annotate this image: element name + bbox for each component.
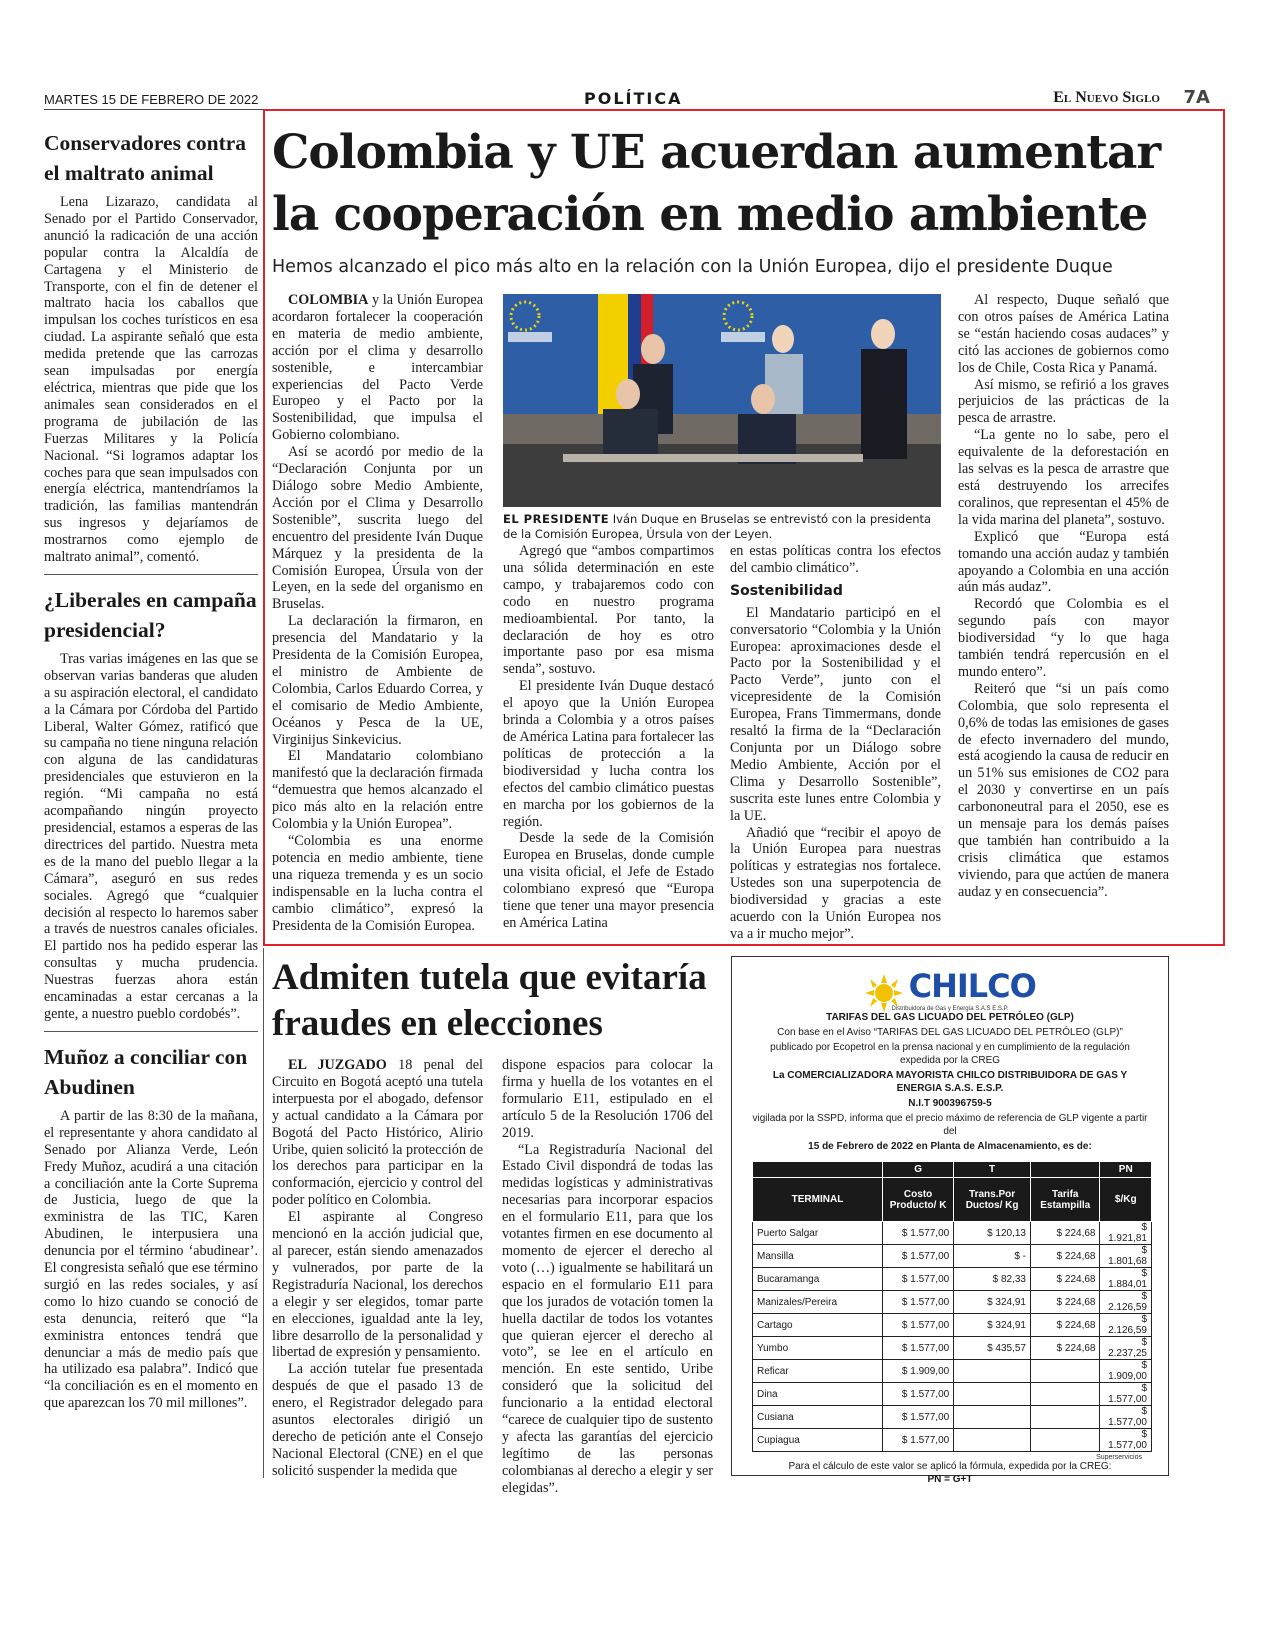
ad-line: Con base en el Aviso “TARIFAS DEL GAS LICUADO DEL PETRÓLEO (GLP)” (777, 1027, 1123, 1038)
brief-paragraph: Lena Lizarazo, candidata al Senado por el Partido Conservador, anunció la radicación de una acción popular contra la Alcaldía de Cartagena y el Ministerio de Transporte, con el fin de detener el maltrato hacia los caballos que impulsan los coches turísticos en esa ciudad. La aspirante señaló que esta medida pretende que las carrozas sean impulsadas por energía eléctrica, mientras que pide que los animales sean considerados en el programa de jubilación de las Fuerzas Militares y la Policía Nacional. “Si logramos adaptar los coches para que sean impulsados con energía eléctrica, mantendríamos la tradición, las familias mantendrán sus ingresos y dejaríamos de mostrarnos como ejemplo de maltrato animal”, comentó. (44, 194, 258, 566)
brief-paragraph: A partir de las 8:30 de la mañana, el representante y ahora candidato al Senado por Alianza Verde, León Fredy Muñoz, acudirá a una citación a conciliación ante la Corte Suprema de Justicia, luego de que la exministra de las TIC, Karen Abudinen, le interpusiera una denuncia por el término ‘abudinear’. El congresista señaló que ese término surgió en las redes sociales, y así como lo hizo cuando se conoció de esta denuncia, reiteró que “la exministra entonces tendrá que denunciar a más de medio país que ha utilizado esa palabra”. Indicó que “la conciliación es en el momento en que aparezcan los 70 mil millones”. (44, 1107, 258, 1412)
photo-illustration (503, 294, 941, 507)
lead-word: EL JUZGADO (288, 1057, 387, 1073)
chilco-advertisement (731, 956, 1169, 1485)
price-cell: $ 1.801,68 (1100, 1245, 1152, 1268)
ad-footer (752, 1460, 1148, 1486)
price-cell: $ 1.577,00 (883, 1291, 954, 1314)
paragraph: La declaración la firmaron, en presencia del Mandatario y la Presidenta de la Comisión Europea, el ministro de Ambiente de Colombia, Carlos Eduardo Correa, y el comisario de Medio Ambiente, Océanos y Pesca de la UE, Virginijus Sinkevicius. (272, 613, 483, 748)
terminal-cell: Mansilla (753, 1245, 883, 1268)
paragraph: El Mandatario participó en el conversatorio “Colombia y la Unión Europea: aproximaciones desde el Pacto por la Sostenibilidad y el Pacto Verde”, junto con el vicepresidente de la Comisión Europea, Frans Timmermans, donde resaltó la firma de la “Declaración Conjunta por un Diálogo sobre Medio Ambiente, Acción por el Clima y Desarrollo Sostenible”, suscrita este lunes entre Colombia y la UE. (730, 604, 941, 824)
price-cell: $ 1.909,00 (1100, 1360, 1152, 1383)
price-cell: $ - (954, 1245, 1031, 1268)
price-cell: $ 1.577,00 (1100, 1406, 1152, 1429)
terminal-cell: Puerto Salgar (753, 1222, 883, 1245)
price-cell: $ 1.577,00 (1100, 1383, 1152, 1406)
main-column-4 (958, 292, 1169, 901)
price-cell: $ 1.577,00 (883, 1314, 954, 1337)
price-cell: $ 224,68 (1031, 1314, 1100, 1337)
price-cell: $ 1.884,01 (1100, 1268, 1152, 1291)
paragraph: Explicó que “Europa está tomando una acción audaz y también apoyando a Colombia en una acción aún más audaz”. (958, 528, 1169, 596)
paragraph: Así se acordó por medio de la “Declaración Conjunta por un Diálogo sobre Medio Ambiente, Acción por el Clima y Desarrollo Sostenible”, suscrita luego del encuentro del presidente Iván Duque Márquez y la presidenta de la Comisión Europea, Úrsula von der Leyen, en la sede del organismo en Bruselas. (272, 444, 483, 613)
column-divider (263, 948, 264, 1478)
price-cell: $ 1.577,00 (883, 1222, 954, 1245)
group-header-cell: G (883, 1162, 954, 1178)
price-cell: $ 1.577,00 (883, 1245, 954, 1268)
price-cell: $ 224,68 (1031, 1222, 1100, 1245)
brief-body (44, 651, 258, 1023)
terminal-cell: Cusiana (753, 1406, 883, 1429)
table-row (753, 1291, 1152, 1314)
table-row (753, 1429, 1152, 1452)
terminal-cell: Yumbo (753, 1337, 883, 1360)
table-row (753, 1383, 1152, 1406)
terminal-cell: Reficar (753, 1360, 883, 1383)
header-cell: Trans.Por Ductos/ Kg (954, 1178, 1031, 1222)
price-cell (1031, 1429, 1100, 1452)
terminal-cell: Cupiagua (753, 1429, 883, 1452)
price-cell (954, 1429, 1031, 1452)
superservicios-logo: Superservicios (1096, 1454, 1142, 1461)
price-cell (1031, 1383, 1100, 1406)
main-subheadline: Hemos alcanzado el pico más alto en la relación con la Unión Europea, dijo el presidente Duque (272, 257, 1113, 277)
price-cell: $ 435,57 (954, 1337, 1031, 1360)
brief-paragraph: Tras varias imágenes en las que se observan varias banderas que aluden a su aspiración electoral, el candidato a la Cámara por Córdoba del Partido Liberal, Walter Gómez, ratificó que su campaña no tiene ninguna relación con alguna de las candidaturas presidenciales que estuvieron en la región. “Mi campaña no está acompañando ningún proyecto presidencial, estamos a esperas de las directrices del partido. Nuestra meta es de la mano del pueblo llegar a la Cámara”, aseguró en sus redes sociales. Agregó que “cualquier decisión al respecto lo haremos saber a través de nuestros canales oficiales. El partido nos ha pedido esperar las consultas y mucha prudencia. Nuestras fuerzas ahora están encaminadas a estar cercanas a la gente, a nuestro pueblo cordobés”. (44, 650, 258, 1022)
price-cell: $ 2.126,59 (1100, 1291, 1152, 1314)
paragraph: El presidente Iván Duque destacó el apoyo que la Unión Europea brinda a Colombia y a otros países de América Latina para fortalecer las políticas de protección a la biodiversidad y lucha contra los efectos del cambio climático puestas en marcha por los gobiernos de la región. (503, 678, 714, 830)
tariff-rows (753, 1222, 1152, 1452)
paragraph: Agregó que “ambos compartimos una sólida determinación en este campo, y trabajaremos codo con codo en nuestro programa medioambiental. Por tanto, la declaración de hoy es otro importante paso por esa misma senda”, sostuvo. (503, 543, 714, 678)
group-header-cell: T (954, 1162, 1031, 1178)
main-column-1 (272, 292, 483, 934)
terminal-cell: Bucaramanga (753, 1268, 883, 1291)
caption-text: Iván Duque en Bruselas se entrevistó con la presidenta de la Comisión Europea, Úrsula von der Leyen. (503, 512, 932, 541)
table-row (753, 1337, 1152, 1360)
section-subhead: Sostenibilidad (730, 582, 843, 599)
brief-title: ¿Liberales en campaña presidencial? (44, 587, 257, 642)
paragraph: “Colombia es una enorme potencia en medio ambiente, tiene una riqueza tremenda y es un socio indispensable en la lucha contra el cambio climático”, expresó la Presidenta de la Comisión Europea. (272, 833, 483, 934)
paragraph: en estas políticas contra los efectos del cambio climático”. (730, 543, 941, 576)
price-cell (954, 1406, 1031, 1429)
paragraph: La acción tutelar fue presentada después de que el pasado 13 de enero, el Registrador delegado para asuntos electorales dirigió un derecho de petición ante el Consejo Nacional Electoral (CNE) en el que solicitó suspender la medida que (272, 1361, 483, 1479)
ad-line: 15 de Febrero de 2022 en Planta de Almacenamiento, es de: (808, 1141, 1092, 1152)
paragraph: El aspirante al Congreso mencionó en la acción judicial que, al parecer, están siendo amenazados y vulnerados, por parte de la Registraduría Nacional, los derechos a elegir y ser elegidos, tomar parte en elecciones, igualdad ante la ley, libre desarrollo de la personalidad y libertad de expresión y pensamiento. (272, 1209, 483, 1361)
briefs-column (44, 128, 258, 1430)
price-cell: $ 324,91 (954, 1314, 1031, 1337)
group-header-cell (753, 1162, 883, 1178)
paragraph: dispone espacios para colocar la firma y huella de los votantes en el formulario E11, estipulado en el artículo 5 de la Resolución 1706 del 2019. (502, 1057, 713, 1141)
table-group-header (753, 1162, 1152, 1178)
second-column-1 (272, 1057, 483, 1480)
table-header (753, 1178, 1152, 1222)
page-header (44, 88, 1220, 110)
main-column-2 (503, 543, 714, 932)
paragraph-text: 18 penal del Circuito en Bogotá aceptó una tutela interpuesta por el abogado, defensor y actual candidato a la Cámara por Bogotá del Pacto Histórico, Alirio Uribe, quien solicitó la protección de los derechos para participar en la conformación, ejercicio y control del poder político en Colombia. (272, 1057, 483, 1209)
price-cell (1031, 1406, 1100, 1429)
second-headline: Admiten tutela que evitaría fraudes en elecciones (272, 957, 707, 1044)
terminal-cell: Manizales/Pereira (753, 1291, 883, 1314)
tariff-table (752, 1161, 1152, 1452)
terminal-cell: Dina (753, 1383, 883, 1406)
paragraph-text: y la Unión Europea acordaron fortalecer la cooperación en materia de medio ambiente, acción por el clima y desarrollo sostenible, e intercambiar experiencias del Pacto Verde Europeo y el Pacto por la Sostenibilidad, que impulsa el Gobierno colombiano. (272, 292, 483, 444)
paragraph: Reiteró que “si un país como Colombia, que solo representa el 0,6% de todas las emisiones de gases de efecto invernadero del mundo, está acogiendo la causa de reducir en un 51% sus emisiones de CO2 para el 2030 y convertirse en un país carbononeutral para el 2050, ese es un mensaje para los demás países que también han contribuido a la crisis climática que estamos viviendo, para que actúen de manera audaz y en consecuencia”. (958, 680, 1169, 900)
footer-text: Para el cálculo de este valor se aplicó la fórmula, expedida por la CREG: (788, 1461, 1112, 1472)
brand-tagline: Distribuidora de Gas y Energía S.A.S E.S.P. (891, 1005, 1009, 1012)
price-cell: $ 224,68 (1031, 1268, 1100, 1291)
price-cell: $ 1.577,00 (883, 1429, 954, 1452)
second-column-2 (502, 1057, 713, 1497)
price-cell: $ 2.237,25 (1100, 1337, 1152, 1360)
table-row (753, 1314, 1152, 1337)
group-header-cell: PN (1100, 1162, 1152, 1178)
header-cell: TERMINAL (753, 1178, 883, 1222)
caption-lead: EL PRESIDENTE (503, 512, 610, 526)
brief-article (44, 1042, 258, 1420)
paragraph: Recordó que Colombia es el segundo país con mayor biodiversidad “y lo que haga también tendrá repercusión en el mundo entero”. (958, 596, 1169, 680)
section-title: POLÍTICA (584, 89, 683, 108)
newspaper-name: El Nuevo Siglo (1053, 89, 1160, 106)
paragraph: Al respecto, Duque señaló que con otros países de América Latina se “están haciendo cosas audaces” y citó las acciones de gobiernos como los de Chile, Costa Rica y Panamá. (958, 292, 1169, 376)
formula: PN = G+T (927, 1474, 973, 1485)
photo-caption (503, 512, 941, 542)
price-cell: $ 1.577,00 (883, 1268, 954, 1291)
brief-article (44, 128, 258, 575)
brief-body (44, 1108, 258, 1412)
ad-line: La COMERCIALIZADORA MAYORISTA CHILCO DISTRIBUIDORA DE GAS Y ENERGIA S.A.S. E.S.P. (772, 1070, 1128, 1094)
price-cell: $ 1.921,81 (1100, 1222, 1152, 1245)
paragraph: “La gente no lo sabe, pero el equivalente de la deforestación en las selvas es la pesca de arrastre que está destruyendo los arrecifes coralinos, que representan el 45% de la vida marina del planeta”, sostuvo. (958, 427, 1169, 528)
table-row (753, 1406, 1152, 1429)
ad-line: publicado por Ecopetrol en la prensa nacional y en cumplimiento de la regulación expedida por la CREG (770, 1042, 1130, 1066)
brief-title: Muñoz a conciliar con Abudinen (44, 1044, 248, 1099)
chilco-logo (752, 967, 1148, 1012)
terminal-cell: Cartago (753, 1314, 883, 1337)
price-cell: $ 1.577,00 (883, 1337, 954, 1360)
paragraph: Así mismo, se refirió a los graves perjuicios de las prácticas de la pesca de arrastre. (958, 376, 1169, 427)
price-cell: $ 224,68 (1031, 1291, 1100, 1314)
lead-word: COLOMBIA (288, 292, 369, 308)
price-cell: $ 224,68 (1031, 1245, 1100, 1268)
ad-line: vigilada por la SSPD, informa que el precio máximo de referencia de GLP vigente a partir del (752, 1113, 1148, 1137)
main-headline: Colombia y UE acuerdan aumentar la cooperación en medio ambiente (272, 125, 1161, 242)
brief-body (44, 194, 258, 566)
page-number: 7A (1183, 87, 1210, 108)
table-row (753, 1245, 1152, 1268)
paragraph: El Mandatario colombiano manifestó que la declaración firmada “demuestra que hemos alcanzado el pico más alto en la relación entre Colombia y la Unión Europea”. (272, 748, 483, 833)
table-row (753, 1268, 1152, 1291)
price-cell: $ 1.909,00 (883, 1360, 954, 1383)
brief-article (44, 585, 258, 1032)
article-photo (503, 294, 941, 507)
header-cell: Tarifa Estampilla (1031, 1178, 1100, 1222)
header-cell: $/Kg (1100, 1178, 1152, 1222)
price-cell (1031, 1360, 1100, 1383)
issue-date: MARTES 15 DE FEBRERO DE 2022 (44, 92, 259, 107)
table-row (753, 1222, 1152, 1245)
paragraph: Desde la sede de la Comisión Europea en Bruselas, donde cumple una visita oficial, el Jefe de Estado colombiano expresó que “Europa tiene que tener una mayor presencia en América Latina (503, 830, 714, 931)
price-cell: $ 1.577,00 (883, 1383, 954, 1406)
price-cell (954, 1360, 1031, 1383)
price-cell (954, 1383, 1031, 1406)
brief-title: Conservadores contra el maltrato animal (44, 131, 247, 185)
header-cell: Costo Producto/ K (883, 1178, 954, 1222)
ad-nit: N.I.T 900396759-5 (908, 1098, 992, 1109)
price-cell: $ 324,91 (954, 1291, 1031, 1314)
price-cell: $ 82,33 (954, 1268, 1031, 1291)
price-cell: $ 1.577,00 (1100, 1429, 1152, 1452)
price-cell: $ 1.577,00 (883, 1406, 954, 1429)
paragraph: Añadió que “recibir el apoyo de la Unión Europea para nuestras políticas y estrategias nos fortalece. Ustedes son una superpotencia de biodiversidad y gracias a este acuerdo con la Unión Europea nos va a ir mucho mejor”. (730, 824, 941, 942)
main-column-3 (730, 543, 941, 943)
price-cell: $ 224,68 (1031, 1337, 1100, 1360)
group-header-cell (1031, 1162, 1100, 1178)
table-row (753, 1360, 1152, 1383)
ad-heading: TARIFAS DEL GAS LICUADO DEL PETRÓLEO (GLP) (826, 1012, 1074, 1023)
price-cell: $ 2.126,59 (1100, 1314, 1152, 1337)
brand-name: CHILCO (908, 967, 1036, 1005)
paragraph: “La Registraduría Nacional del Estado Civil dispondrá de todas las medidas logísticas y administrativas necesarias para incorporar espacios en el formulario E11, para que los votantes firmen en ese documento al momento de ejercer el derecho al voto (…) igualmente se habilitará un espacio en el formulario E11 para que los jurados de votación tomen la huella dactilar de todos los votantes que quieran ejercer el derecho al voto”, se lee en el artículo en mención. En este sentido, Uribe consideró que la solicitud del funcionario a la entidad electoral “carece de cualquier tipo de sustento y afecta las garantías del ejercicio legítimo de las personas colombianas al derecho a elegir y ser elegidas”. (502, 1141, 713, 1496)
price-cell: $ 120,13 (954, 1222, 1031, 1245)
